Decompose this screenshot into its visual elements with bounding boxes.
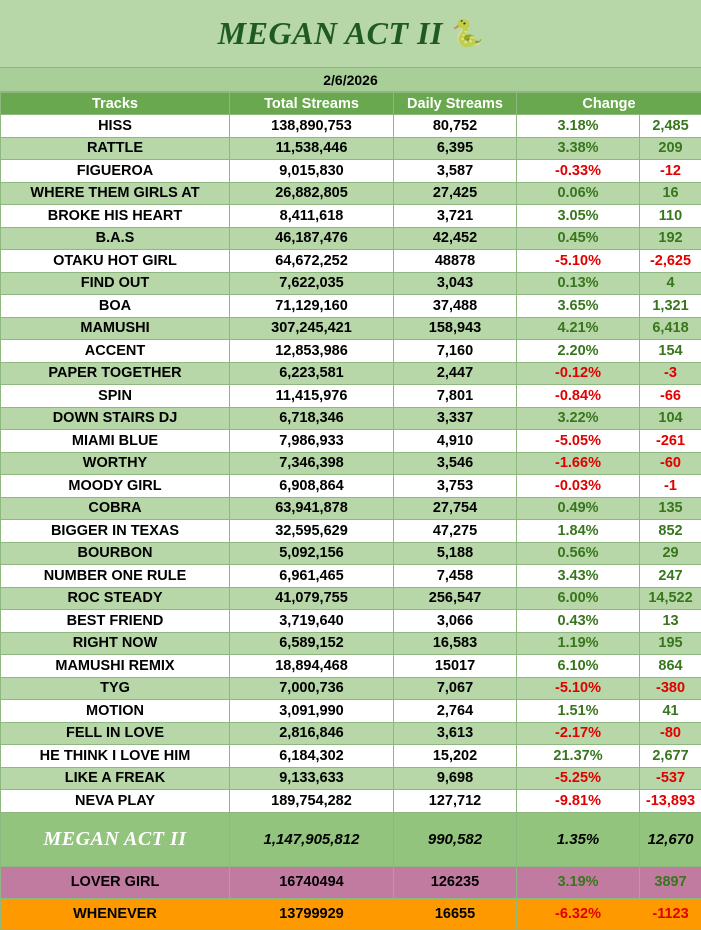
track-name: MOTION bbox=[1, 700, 230, 723]
track-name: BEST FRIEND bbox=[1, 610, 230, 633]
total-streams: 71,129,160 bbox=[230, 295, 394, 318]
change-pct: 3.22% bbox=[517, 407, 640, 430]
album-total-name: MEGAN ACT II bbox=[1, 812, 230, 866]
total-streams: 41,079,755 bbox=[230, 587, 394, 610]
daily-streams: 3,613 bbox=[394, 722, 517, 745]
track-name: BOURBON bbox=[1, 542, 230, 565]
change-pct: -5.25% bbox=[517, 767, 640, 790]
track-name: BOA bbox=[1, 295, 230, 318]
daily-streams: 158,943 bbox=[394, 317, 517, 340]
track-name: ROC STEADY bbox=[1, 587, 230, 610]
total-streams: 46,187,476 bbox=[230, 227, 394, 250]
streams-table bbox=[0, 92, 701, 930]
extra-change-pct: 3.19% bbox=[517, 866, 640, 898]
total-streams: 3,091,990 bbox=[230, 700, 394, 723]
extra-change-value: 3897 bbox=[640, 866, 701, 898]
change-pct: -5.10% bbox=[517, 677, 640, 700]
total-streams: 7,346,398 bbox=[230, 452, 394, 475]
extra-track-name: LOVER GIRL bbox=[1, 866, 230, 898]
daily-streams: 3,587 bbox=[394, 160, 517, 183]
change-value: -2,625 bbox=[640, 250, 701, 273]
change-pct: 4.21% bbox=[517, 317, 640, 340]
track-row bbox=[1, 182, 701, 205]
change-value: -80 bbox=[640, 722, 701, 745]
change-value: -12 bbox=[640, 160, 701, 183]
change-value: 14,522 bbox=[640, 587, 701, 610]
total-streams: 3,719,640 bbox=[230, 610, 394, 633]
track-row bbox=[1, 677, 701, 700]
track-row bbox=[1, 497, 701, 520]
track-name: RIGHT NOW bbox=[1, 632, 230, 655]
change-pct: -0.12% bbox=[517, 362, 640, 385]
change-pct: 1.19% bbox=[517, 632, 640, 655]
daily-streams: 2,447 bbox=[394, 362, 517, 385]
track-name: COBRA bbox=[1, 497, 230, 520]
track-name: MIAMI BLUE bbox=[1, 430, 230, 453]
change-pct: -0.03% bbox=[517, 475, 640, 498]
change-value: 195 bbox=[640, 632, 701, 655]
total-streams: 11,538,446 bbox=[230, 137, 394, 160]
extra-change-pct: -6.32% bbox=[517, 898, 640, 929]
change-value: -13,893 bbox=[640, 790, 701, 813]
track-name: FELL IN LOVE bbox=[1, 722, 230, 745]
track-name: SPIN bbox=[1, 385, 230, 408]
change-value: 1,321 bbox=[640, 295, 701, 318]
change-pct: -0.84% bbox=[517, 385, 640, 408]
daily-streams: 6,395 bbox=[394, 137, 517, 160]
track-name: RATTLE bbox=[1, 137, 230, 160]
change-value: 104 bbox=[640, 407, 701, 430]
change-pct: 21.37% bbox=[517, 745, 640, 768]
total-streams: 5,092,156 bbox=[230, 542, 394, 565]
daily-streams: 7,160 bbox=[394, 340, 517, 363]
total-streams: 32,595,629 bbox=[230, 520, 394, 543]
change-value: -60 bbox=[640, 452, 701, 475]
daily-streams: 7,458 bbox=[394, 565, 517, 588]
track-row bbox=[1, 700, 701, 723]
summary-rows bbox=[1, 812, 701, 929]
track-row bbox=[1, 430, 701, 453]
total-streams: 11,415,976 bbox=[230, 385, 394, 408]
track-row bbox=[1, 790, 701, 813]
track-row bbox=[1, 385, 701, 408]
track-row bbox=[1, 340, 701, 363]
track-name: HISS bbox=[1, 115, 230, 138]
change-pct: -0.33% bbox=[517, 160, 640, 183]
daily-streams: 27,754 bbox=[394, 497, 517, 520]
track-row bbox=[1, 655, 701, 678]
change-value: -1 bbox=[640, 475, 701, 498]
track-name: FIND OUT bbox=[1, 272, 230, 295]
daily-streams: 7,067 bbox=[394, 677, 517, 700]
track-name: WHERE THEM GIRLS AT bbox=[1, 182, 230, 205]
track-name: B.A.S bbox=[1, 227, 230, 250]
track-name: NEVA PLAY bbox=[1, 790, 230, 813]
extra-daily-streams: 16655 bbox=[394, 898, 517, 929]
track-row bbox=[1, 452, 701, 475]
daily-streams: 9,698 bbox=[394, 767, 517, 790]
change-value: -3 bbox=[640, 362, 701, 385]
change-value: 852 bbox=[640, 520, 701, 543]
track-row bbox=[1, 227, 701, 250]
change-pct: 6.00% bbox=[517, 587, 640, 610]
daily-streams: 256,547 bbox=[394, 587, 517, 610]
daily-streams: 2,764 bbox=[394, 700, 517, 723]
change-value: 209 bbox=[640, 137, 701, 160]
track-row bbox=[1, 520, 701, 543]
daily-streams: 47,275 bbox=[394, 520, 517, 543]
track-name: PAPER TOGETHER bbox=[1, 362, 230, 385]
track-name: ACCENT bbox=[1, 340, 230, 363]
track-row bbox=[1, 767, 701, 790]
daily-streams: 42,452 bbox=[394, 227, 517, 250]
change-value: 192 bbox=[640, 227, 701, 250]
change-pct: 0.06% bbox=[517, 182, 640, 205]
track-row bbox=[1, 272, 701, 295]
change-value: 247 bbox=[640, 565, 701, 588]
track-name: HE THINK I LOVE HIM bbox=[1, 745, 230, 768]
change-value: -537 bbox=[640, 767, 701, 790]
track-row bbox=[1, 475, 701, 498]
track-name: MAMUSHI bbox=[1, 317, 230, 340]
total-streams: 7,986,933 bbox=[230, 430, 394, 453]
track-row bbox=[1, 362, 701, 385]
daily-streams: 27,425 bbox=[394, 182, 517, 205]
change-pct: 3.38% bbox=[517, 137, 640, 160]
daily-streams: 3,337 bbox=[394, 407, 517, 430]
total-streams: 6,961,465 bbox=[230, 565, 394, 588]
total-streams: 6,589,152 bbox=[230, 632, 394, 655]
extra-total-streams: 16740494 bbox=[230, 866, 394, 898]
track-row bbox=[1, 115, 701, 138]
header-tracks: Tracks bbox=[1, 93, 230, 115]
change-pct: -1.66% bbox=[517, 452, 640, 475]
total-streams: 18,894,468 bbox=[230, 655, 394, 678]
change-pct: 0.43% bbox=[517, 610, 640, 633]
change-value: 41 bbox=[640, 700, 701, 723]
track-name: LIKE A FREAK bbox=[1, 767, 230, 790]
total-streams: 189,754,282 bbox=[230, 790, 394, 813]
daily-streams: 3,546 bbox=[394, 452, 517, 475]
snake-icon: 🐍 bbox=[451, 18, 483, 49]
daily-streams: 5,188 bbox=[394, 542, 517, 565]
change-pct: 1.51% bbox=[517, 700, 640, 723]
daily-streams: 80,752 bbox=[394, 115, 517, 138]
album-total-daily: 990,582 bbox=[394, 812, 517, 866]
total-streams: 6,223,581 bbox=[230, 362, 394, 385]
total-streams: 6,908,864 bbox=[230, 475, 394, 498]
daily-streams: 7,801 bbox=[394, 385, 517, 408]
track-name: TYG bbox=[1, 677, 230, 700]
track-row bbox=[1, 632, 701, 655]
header-change: Change bbox=[517, 93, 701, 115]
title-bar bbox=[0, 0, 701, 68]
change-value: -66 bbox=[640, 385, 701, 408]
header-total-streams: Total Streams bbox=[230, 93, 394, 115]
change-value: 154 bbox=[640, 340, 701, 363]
daily-streams: 4,910 bbox=[394, 430, 517, 453]
change-pct: 0.49% bbox=[517, 497, 640, 520]
whenever-row bbox=[1, 898, 701, 929]
total-streams: 64,672,252 bbox=[230, 250, 394, 273]
change-pct: 3.05% bbox=[517, 205, 640, 228]
total-streams: 9,133,633 bbox=[230, 767, 394, 790]
daily-streams: 48878 bbox=[394, 250, 517, 273]
album-total-pct: 1.35% bbox=[517, 812, 640, 866]
total-streams: 9,015,830 bbox=[230, 160, 394, 183]
daily-streams: 3,043 bbox=[394, 272, 517, 295]
change-value: 110 bbox=[640, 205, 701, 228]
change-pct: -9.81% bbox=[517, 790, 640, 813]
total-streams: 7,000,736 bbox=[230, 677, 394, 700]
lover-girl-row bbox=[1, 866, 701, 898]
change-value: 6,418 bbox=[640, 317, 701, 340]
change-pct: 2.20% bbox=[517, 340, 640, 363]
track-row bbox=[1, 722, 701, 745]
change-pct: 3.18% bbox=[517, 115, 640, 138]
change-value: -261 bbox=[640, 430, 701, 453]
track-row bbox=[1, 542, 701, 565]
daily-streams: 15017 bbox=[394, 655, 517, 678]
track-name: OTAKU HOT GIRL bbox=[1, 250, 230, 273]
change-value: 4 bbox=[640, 272, 701, 295]
track-row bbox=[1, 160, 701, 183]
track-row bbox=[1, 745, 701, 768]
extra-daily-streams: 126235 bbox=[394, 866, 517, 898]
track-name: FIGUEROA bbox=[1, 160, 230, 183]
album-total-streams: 1,147,905,812 bbox=[230, 812, 394, 866]
track-name: MAMUSHI REMIX bbox=[1, 655, 230, 678]
change-value: 13 bbox=[640, 610, 701, 633]
change-pct: -5.05% bbox=[517, 430, 640, 453]
change-value: 135 bbox=[640, 497, 701, 520]
track-name: NUMBER ONE RULE bbox=[1, 565, 230, 588]
daily-streams: 3,721 bbox=[394, 205, 517, 228]
change-pct: 0.45% bbox=[517, 227, 640, 250]
track-name: BIGGER IN TEXAS bbox=[1, 520, 230, 543]
date-row bbox=[0, 68, 701, 92]
extra-track-name: WHENEVER bbox=[1, 898, 230, 929]
track-name: MOODY GIRL bbox=[1, 475, 230, 498]
change-value: 2,677 bbox=[640, 745, 701, 768]
track-row bbox=[1, 250, 701, 273]
track-rows bbox=[1, 115, 701, 813]
total-streams: 307,245,421 bbox=[230, 317, 394, 340]
header-daily-streams: Daily Streams bbox=[394, 93, 517, 115]
track-name: BROKE HIS HEART bbox=[1, 205, 230, 228]
change-value: 2,485 bbox=[640, 115, 701, 138]
track-name: WORTHY bbox=[1, 452, 230, 475]
track-row bbox=[1, 407, 701, 430]
daily-streams: 37,488 bbox=[394, 295, 517, 318]
change-pct: 0.56% bbox=[517, 542, 640, 565]
total-streams: 26,882,805 bbox=[230, 182, 394, 205]
track-row bbox=[1, 295, 701, 318]
total-streams: 63,941,878 bbox=[230, 497, 394, 520]
change-value: 864 bbox=[640, 655, 701, 678]
extra-total-streams: 13799929 bbox=[230, 898, 394, 929]
track-row bbox=[1, 205, 701, 228]
total-streams: 7,622,035 bbox=[230, 272, 394, 295]
daily-streams: 16,583 bbox=[394, 632, 517, 655]
total-streams: 138,890,753 bbox=[230, 115, 394, 138]
total-streams: 8,411,618 bbox=[230, 205, 394, 228]
change-pct: 1.84% bbox=[517, 520, 640, 543]
track-row bbox=[1, 610, 701, 633]
total-streams: 12,853,986 bbox=[230, 340, 394, 363]
change-value: 16 bbox=[640, 182, 701, 205]
change-pct: 6.10% bbox=[517, 655, 640, 678]
track-row bbox=[1, 317, 701, 340]
total-streams: 2,816,846 bbox=[230, 722, 394, 745]
track-row bbox=[1, 565, 701, 588]
report-date: 2/6/2026 bbox=[323, 72, 378, 88]
change-value: 29 bbox=[640, 542, 701, 565]
total-streams: 6,184,302 bbox=[230, 745, 394, 768]
total-streams: 6,718,346 bbox=[230, 407, 394, 430]
change-pct: 0.13% bbox=[517, 272, 640, 295]
change-value: -380 bbox=[640, 677, 701, 700]
album-title: MEGAN ACT II bbox=[218, 15, 443, 52]
daily-streams: 15,202 bbox=[394, 745, 517, 768]
track-name: DOWN STAIRS DJ bbox=[1, 407, 230, 430]
track-row bbox=[1, 137, 701, 160]
album-total-row bbox=[1, 812, 701, 866]
track-row bbox=[1, 587, 701, 610]
daily-streams: 3,753 bbox=[394, 475, 517, 498]
change-pct: 3.65% bbox=[517, 295, 640, 318]
extra-change-value: -1123 bbox=[640, 898, 701, 929]
change-pct: -5.10% bbox=[517, 250, 640, 273]
change-pct: 3.43% bbox=[517, 565, 640, 588]
album-total-change: 12,670 bbox=[640, 812, 701, 866]
change-pct: -2.17% bbox=[517, 722, 640, 745]
header-row bbox=[1, 93, 701, 115]
daily-streams: 127,712 bbox=[394, 790, 517, 813]
daily-streams: 3,066 bbox=[394, 610, 517, 633]
